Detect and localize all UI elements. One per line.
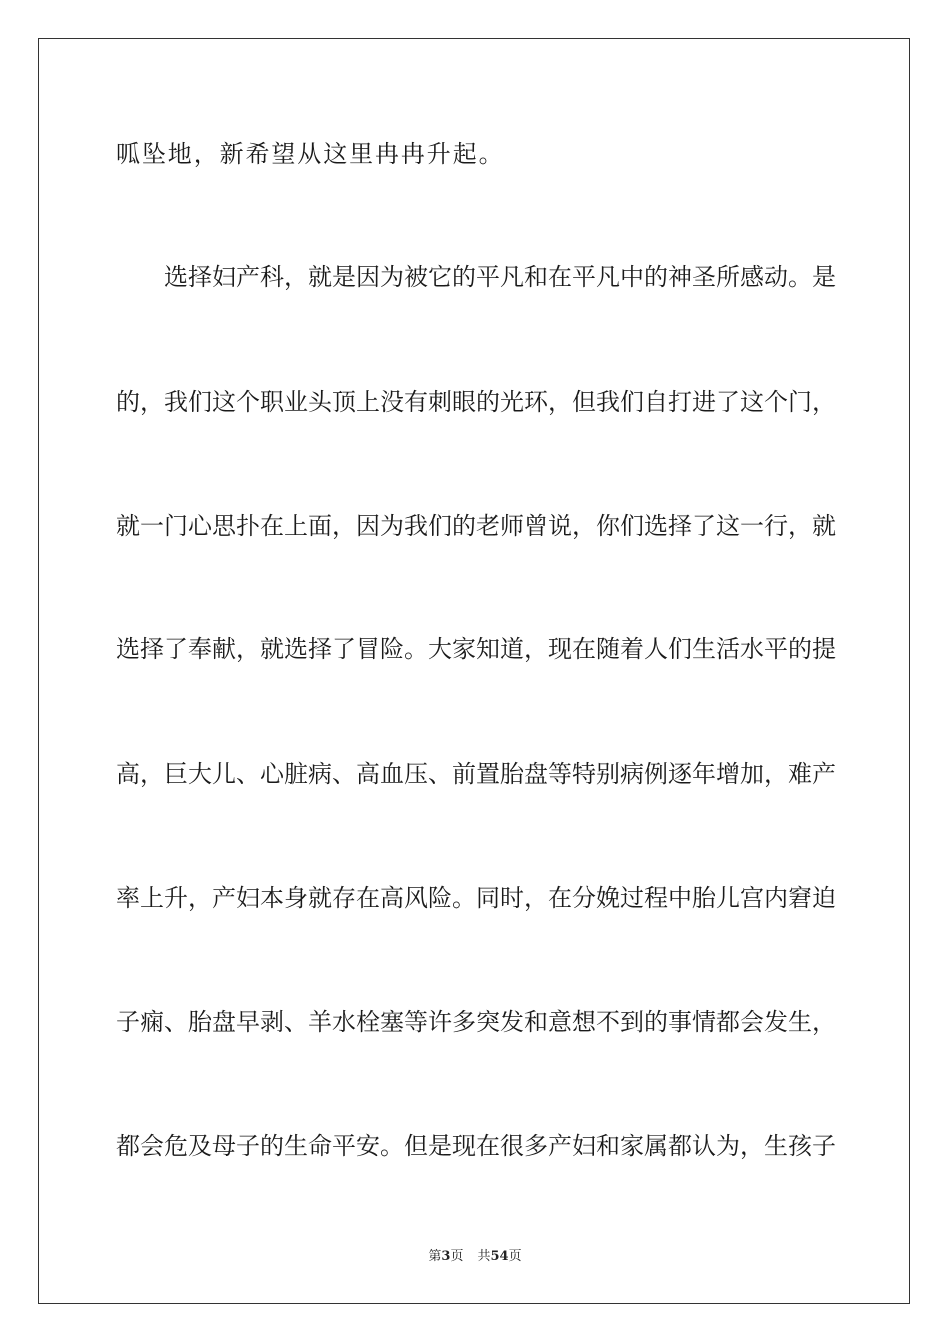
text-line: 就一门心思扑在上面，因为我们的老师曾说，你们选择了这一行，就 [116,512,836,540]
text-line: 子痫、胎盘早剥、羊水栓塞等许多突发和意想不到的事情都会发生， [116,1008,836,1036]
page-footer [0,1248,950,1266]
text-line: 的，我们这个职业头顶上没有刺眼的光环，但我们自打进了这个门， [116,388,836,416]
page-border [38,38,910,1304]
total-pages: 54 [490,1249,509,1264]
text-line: 呱坠地，新希望从这里冉冉升起。 [116,140,505,168]
page-indicator: 第3页 [428,1249,464,1264]
text-line: 选择了奉献，就选择了冒险。大家知道，现在随着人们生活水平的提 [116,635,836,663]
text-line: 高，巨大儿、心脏病、高血压、前置胎盘等特别病例逐年增加，难产 [116,760,836,788]
paragraph-first-line: 选择妇产科，就是因为被它的平凡和在平凡中的神圣所感动。是 [164,263,836,291]
page-number: 3 [441,1249,451,1264]
total-pages-indicator: 共54页 [477,1249,522,1264]
text-line: 都会危及母子的生命平安。但是现在很多产妇和家属都认为，生孩子 [116,1132,836,1160]
text-line: 率上升，产妇本身就存在高风险。同时，在分娩过程中胎儿宫内窘迫 [116,884,836,912]
